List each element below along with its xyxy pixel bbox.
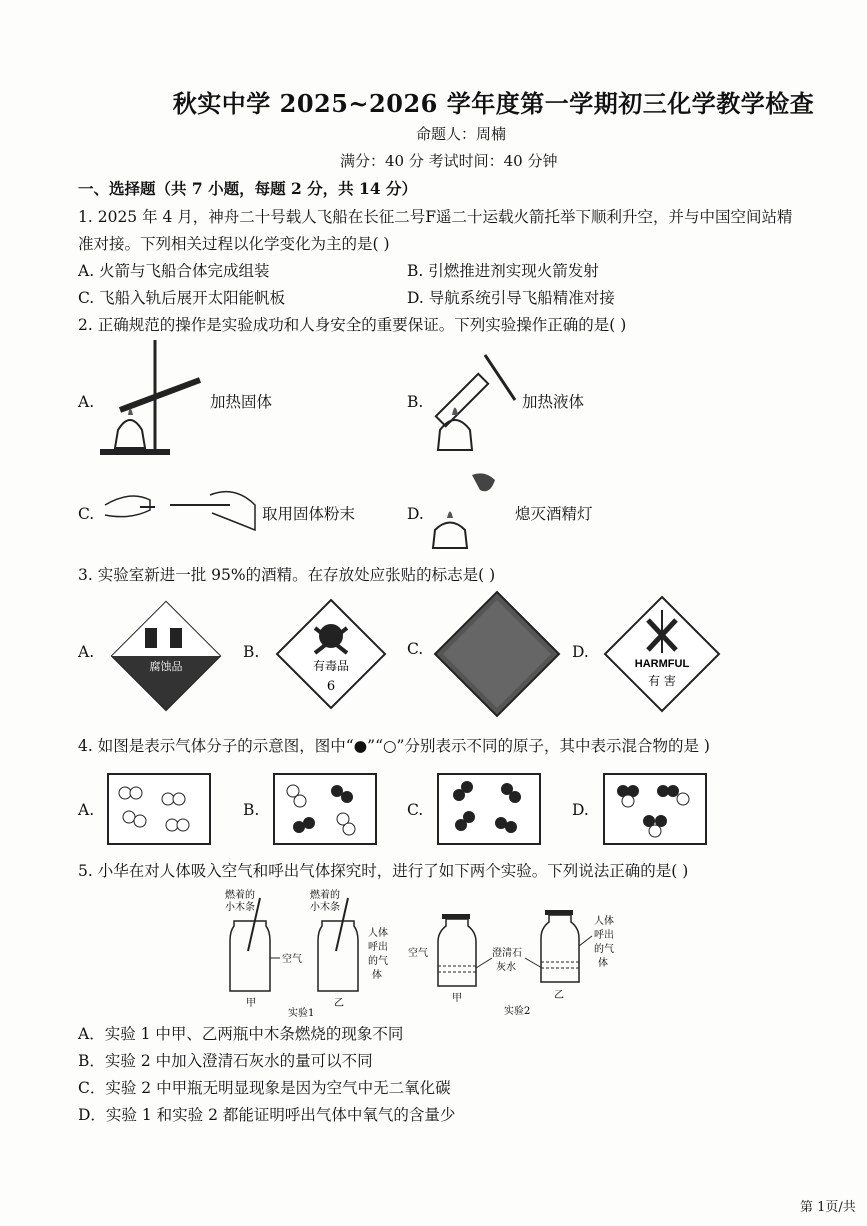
powder-illustration [100, 485, 260, 535]
molecule-box-b [273, 773, 377, 845]
breath-experiment-diagram [220, 886, 640, 1021]
diag-breath2: 人体 [594, 916, 614, 927]
q2-label-c: 取用固体粉末 [262, 505, 356, 523]
diag-stick2b: 小木条 [310, 902, 340, 913]
diag-breath2c: 的气 [594, 944, 614, 955]
q2-letter-c: C. [78, 505, 95, 523]
extinguish-lamp-illustration [430, 470, 510, 550]
diag-stick1b: 小木条 [225, 902, 255, 913]
q2-label-a: 加热固体 [210, 393, 273, 411]
score-time-line: 满分：40 分 考试时间：40 分钟 [340, 152, 558, 170]
diag-limeb: 灰水 [496, 962, 516, 973]
q3-stem: 3. 实验室新进一批 95%的酒精。在存放处应张贴的标志是( ) [78, 566, 496, 584]
diag-jia1: 甲 [246, 998, 256, 1009]
q1-stem-line1: 1. 2025 年 4 月，神舟二十号载人飞船在长征二号F遥二十运载火箭托举下顺利升空，并与中国空间站精 [78, 208, 793, 226]
diag-stick1: 燃着的 [225, 890, 255, 901]
heat-liquid-illustration [430, 345, 520, 455]
diag-air1: 空气 [282, 954, 302, 965]
diag-yi1: 乙 [334, 998, 344, 1009]
q4-letter-c: C. [407, 801, 424, 819]
page-title: 秋实中学 2025~2026 学年度第一学期初三化学教学检查 [172, 89, 815, 118]
q1-option-b: B. 引燃推进剂实现火箭发射 [407, 262, 599, 280]
q5-option-a: A．实验 1 中甲、乙两瓶中木条燃烧的现象不同 [78, 1025, 404, 1043]
diag-stick2: 燃着的 [310, 890, 340, 901]
q2-label-b: 加热液体 [522, 393, 585, 411]
diag-jia2: 甲 [452, 993, 462, 1004]
q1-option-a: A. 火箭与飞船合体完成组装 [78, 262, 270, 280]
q2-letter-d: D. [407, 505, 424, 523]
q2-letter-b: B. [407, 393, 424, 411]
molecule-box-d [603, 773, 707, 845]
diag-breath1c: 的气 [368, 956, 388, 967]
q4-letter-d: D. [572, 801, 589, 819]
heat-solid-illustration [100, 340, 210, 460]
diag-breath1d: 体 [372, 970, 382, 981]
diag-breath1: 人体 [368, 928, 388, 939]
q3-letter-c: C. [407, 640, 424, 658]
q2-letter-a: A. [78, 393, 95, 411]
harmful-sign [603, 595, 721, 713]
harmful-sign-text: 有 害 [648, 674, 676, 688]
q1-option-c: C. 飞船入轨后展开太阳能帆板 [78, 289, 286, 307]
q5-stem: 5. 小华在对人体吸入空气和呼出气体探究时，进行了如下两个实验。下列说法正确的是( ) [78, 862, 689, 880]
toxic-sign-text: 有毒品 [312, 659, 350, 673]
flammable-sign [433, 590, 561, 718]
q3-letter-d: D. [572, 643, 589, 661]
harmful-sign-en: HARMFUL [634, 658, 690, 670]
q4-letter-b: B. [243, 801, 260, 819]
q5-option-b: B．实验 2 中加入澄清石灰水的量可以不同 [78, 1052, 373, 1070]
diag-yi2: 乙 [554, 990, 564, 1001]
corrosive-sign-text: 腐蚀品 [149, 660, 183, 673]
q2-label-d: 熄灭酒精灯 [515, 505, 593, 523]
q1-option-d: D. 导航系统引导飞船精准对接 [407, 289, 615, 307]
diag-exp1: 实验1 [288, 1008, 315, 1019]
q3-letter-a: A. [78, 643, 95, 661]
molecule-box-c [437, 773, 541, 845]
diag-breath2d: 体 [598, 958, 608, 969]
page-footer: 第 1页/共 [800, 1200, 856, 1215]
molecule-box-a [107, 773, 211, 845]
q3-letter-b: B. [243, 643, 260, 661]
author-line: 命题人：周楠 [416, 125, 507, 143]
diag-lime: 澄清石 [492, 948, 522, 959]
diag-breath1b: 呼出 [368, 942, 388, 953]
toxic-sign [275, 598, 387, 710]
toxic-sign-number: 6 [326, 679, 336, 694]
q1-stem-line2: 准对接。下列相关过程以化学变化为主的是( ) [78, 235, 390, 253]
diag-air2: 空气 [408, 948, 428, 959]
q2-stem: 2. 正确规范的操作是实验成功和人身安全的重要保证。下列实验操作正确的是( ) [78, 316, 627, 334]
diag-breath2b: 呼出 [594, 930, 614, 941]
q4-stem: 4. 如图是表示气体分子的示意图，图中“●”“○”分别表示不同的原子，其中表示混合物的是 ) [78, 737, 710, 755]
q5-option-d: D．实验 1 和实验 2 都能证明呼出气体中氧气的含量少 [78, 1106, 456, 1124]
corrosive-sign [110, 600, 222, 712]
q4-letter-a: A. [78, 801, 95, 819]
q5-option-c: C．实验 2 中甲瓶无明显现象是因为空气中无二氧化碳 [78, 1079, 451, 1097]
diag-exp2: 实验2 [504, 1006, 531, 1017]
section-heading: 一、选择题（共 7 小题，每题 2 分，共 14 分） [78, 179, 418, 198]
